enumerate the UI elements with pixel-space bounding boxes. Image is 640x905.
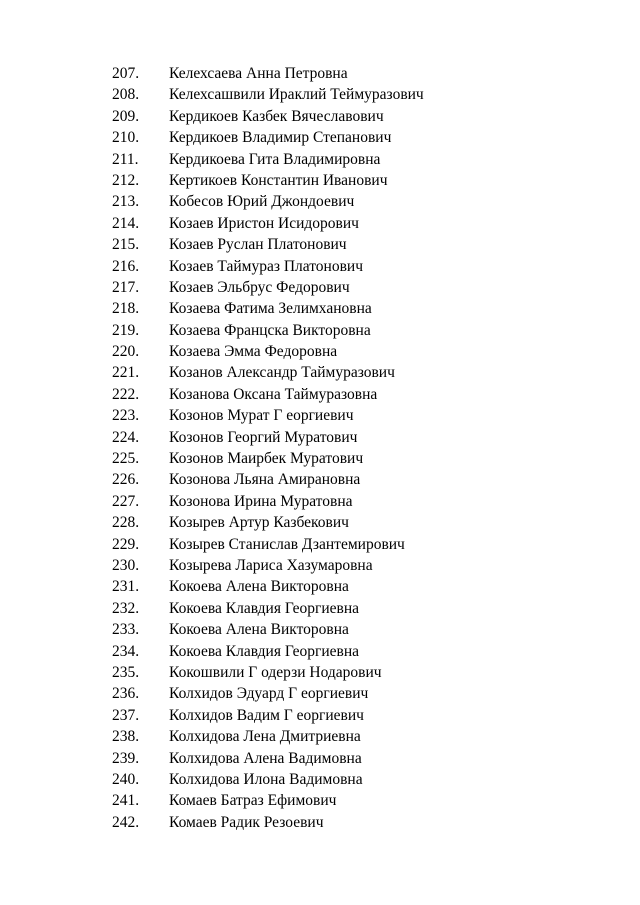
entry-name: Кердикоева Гита Владимировна <box>169 150 381 168</box>
entry-name: Козаев Руслан Платонович <box>169 236 347 254</box>
entry-number: 207. <box>112 65 140 82</box>
list-item <box>112 576 424 597</box>
entry-number: 238. <box>112 728 140 746</box>
entry-number: 235. <box>112 663 140 681</box>
entry-number: 233. <box>112 621 140 639</box>
list-item <box>112 149 424 170</box>
entry-number: 239. <box>112 749 140 767</box>
list-item <box>112 683 424 704</box>
entry-number: 218. <box>112 300 140 318</box>
list-item <box>112 534 424 555</box>
entry-number: 220. <box>112 343 140 361</box>
entry-name: Козонов Мурат Г еоргиевич <box>169 407 354 425</box>
list-item <box>112 63 424 84</box>
entry-number: 226. <box>112 471 140 489</box>
entry-name: Козаев Иристон Исидорович <box>169 214 359 232</box>
entry-name: Келехсаева Анна Петровна <box>169 65 348 82</box>
entry-name: Козанов Александр Таймуразович <box>169 364 395 382</box>
list-item <box>112 662 424 683</box>
entry-number: 210. <box>112 129 140 147</box>
entry-number: 222. <box>112 385 140 403</box>
list-item <box>112 512 424 533</box>
list-item <box>112 191 424 212</box>
entry-number: 236. <box>112 685 140 703</box>
entry-number: 214. <box>112 214 140 232</box>
list-item <box>112 619 424 640</box>
entry-name: Колхидова Илона Вадимовна <box>169 770 363 788</box>
entry-name: Кердикоев Владимир Степанович <box>169 129 392 147</box>
entry-number: 217. <box>112 278 140 296</box>
list-item <box>112 234 424 255</box>
entry-number: 228. <box>112 514 140 532</box>
list-item <box>112 277 424 298</box>
entry-name: Кокошвили Г одерзи Нодарович <box>169 663 382 681</box>
list-item <box>112 256 424 277</box>
entry-number: 237. <box>112 706 140 724</box>
entry-name: Козырев Станислав Дзантемирович <box>169 535 405 553</box>
entry-number: 212. <box>112 171 140 189</box>
entry-number: 242. <box>112 813 140 831</box>
entry-name: Колхидова Лена Дмитриевна <box>169 728 361 746</box>
list-item <box>112 170 424 191</box>
entry-name: Козаева Францска Викторовна <box>169 321 371 339</box>
entry-number: 223. <box>112 407 140 425</box>
entry-name: Колхидова Алена Вадимовна <box>169 749 362 767</box>
entry-name: Колхидов Вадим Г еоргиевич <box>169 706 364 724</box>
entry-number: 219. <box>112 321 140 339</box>
entry-name: Кокоева Алена Викторовна <box>169 578 349 596</box>
entry-number: 240. <box>112 770 140 788</box>
list-item <box>112 341 424 362</box>
entry-number: 229. <box>112 535 140 553</box>
entry-name: Козырева Лариса Хазумаровна <box>169 556 373 574</box>
list-item <box>112 555 424 576</box>
list-item <box>112 362 424 383</box>
list-item <box>112 84 424 105</box>
entry-name: Козонов Маирбек Муратович <box>169 450 364 468</box>
entry-name: Кокоева Клавдия Георгиевна <box>169 599 360 617</box>
entry-name: Козаев Таймураз Платонович <box>169 257 364 275</box>
entry-name: Кокоева Алена Викторовна <box>169 621 349 639</box>
list-item <box>112 726 424 747</box>
list-item <box>112 598 424 619</box>
list-item <box>112 298 424 319</box>
entry-name: Козонова Ирина Муратовна <box>169 492 353 510</box>
entry-number: 224. <box>112 428 140 446</box>
entry-number: 213. <box>112 193 140 211</box>
entry-name: Кобесов Юрий Джондоевич <box>169 193 355 211</box>
entry-name: Комаев Батраз Ефимович <box>169 792 337 810</box>
entry-name: Козонова Льяна Амирановна <box>169 471 361 489</box>
list-item <box>112 641 424 662</box>
entry-name: Козаев Эльбрус Федорович <box>169 278 350 296</box>
list-item <box>112 320 424 341</box>
entry-name: Козанова Оксана Таймуразовна <box>169 385 378 403</box>
list-item <box>112 705 424 726</box>
list-item <box>112 769 424 790</box>
list-item <box>112 106 424 127</box>
entry-name: Козырев Артур Казбекович <box>169 514 349 532</box>
entry-name: Козаева Фатима Зелимхановна <box>169 300 372 318</box>
list-item <box>112 384 424 405</box>
list-item <box>112 127 424 148</box>
list-item <box>112 213 424 234</box>
list-item <box>112 491 424 512</box>
list-item <box>112 790 424 811</box>
list-item <box>112 812 424 833</box>
entry-name: Кердикоев Казбек Вячеславович <box>169 107 384 125</box>
numbered-name-list <box>112 63 424 833</box>
entry-number: 241. <box>112 792 140 810</box>
entry-name: Колхидов Эдуард Г еоргиевич <box>169 685 369 703</box>
entry-name: Козаева Эмма Федоровна <box>169 343 338 361</box>
list-item <box>112 748 424 769</box>
entry-number: 227. <box>112 492 140 510</box>
entry-number: 209. <box>112 107 140 125</box>
list-item <box>112 448 424 469</box>
entry-name: Кертикоев Константин Иванович <box>169 171 388 189</box>
entry-number: 208. <box>112 86 140 104</box>
entry-name: Козонов Георгий Муратович <box>169 428 358 446</box>
entry-name: Келехсашвили Ираклий Теймуразович <box>169 86 424 104</box>
list-item <box>112 469 424 490</box>
entry-name: Кокоева Клавдия Георгиевна <box>169 642 360 660</box>
entry-number: 230. <box>112 556 140 574</box>
entry-number: 211. <box>112 150 139 168</box>
entry-number: 216. <box>112 257 140 275</box>
entry-number: 225. <box>112 450 140 468</box>
entry-name: Комаев Радик Резоевич <box>169 813 324 831</box>
entry-number: 232. <box>112 599 140 617</box>
entry-number: 231. <box>112 578 140 596</box>
entry-number: 234. <box>112 642 140 660</box>
list-item <box>112 405 424 426</box>
list-item <box>112 427 424 448</box>
entry-number: 215. <box>112 236 140 254</box>
entry-number: 221. <box>112 364 140 382</box>
